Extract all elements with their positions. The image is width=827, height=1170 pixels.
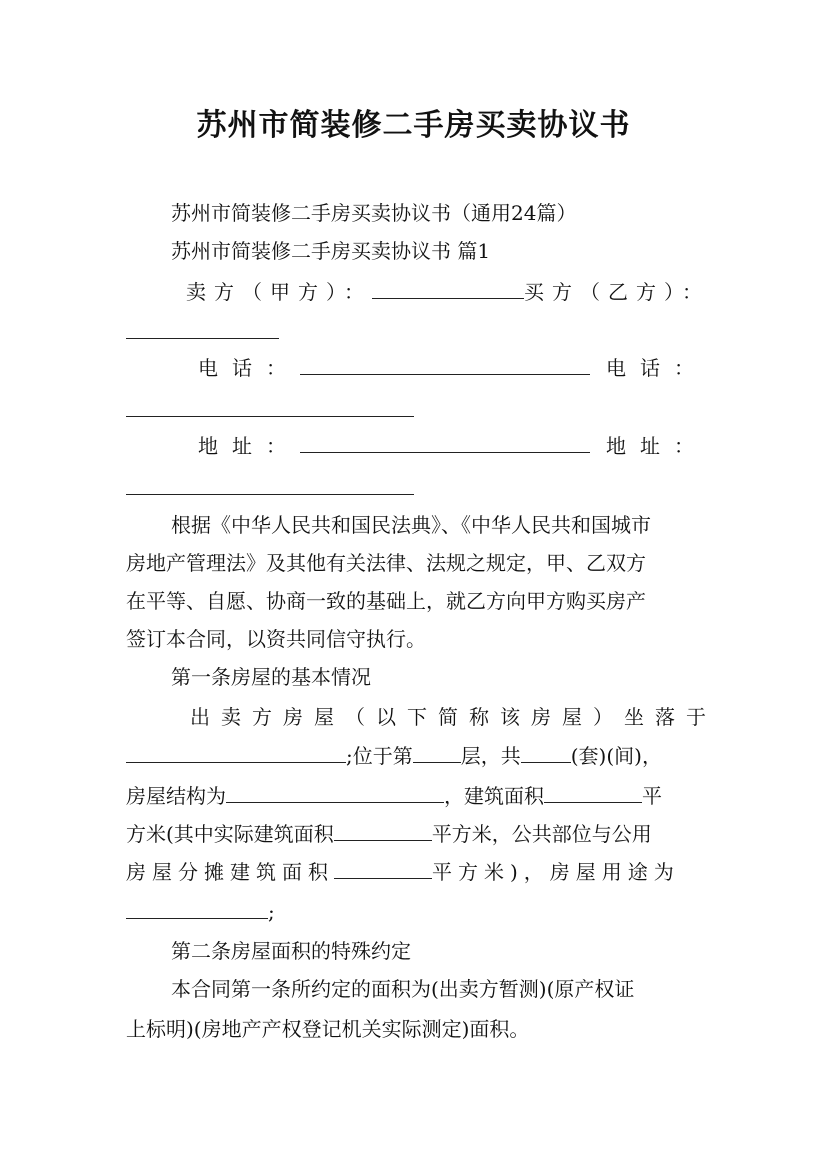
total-blank	[521, 742, 571, 763]
buyer-blank	[126, 318, 279, 339]
usage-blank	[126, 898, 268, 919]
article1-line-2	[126, 742, 706, 769]
article1-line-3	[126, 782, 706, 809]
buyer-phone-blank-line	[126, 396, 706, 423]
seller-phone-blank	[300, 354, 590, 375]
area-unit-part: 平	[642, 784, 662, 808]
total-label: 层，共	[460, 744, 521, 768]
intro-line-2: 房地产管理法》及其他有关法律、法规之规定，甲、乙双方	[126, 551, 646, 575]
shared-area-blank	[334, 858, 432, 879]
document-title: 苏州市简装修二手房买卖协议书	[196, 108, 631, 143]
address-line	[198, 432, 706, 459]
area-label: ，建筑面积	[444, 784, 544, 808]
location-blank	[126, 742, 346, 763]
structure-label: 房屋结构为	[126, 784, 226, 808]
usage-end: ;	[268, 900, 275, 924]
article1-line-5	[126, 858, 706, 885]
intro-line-1: 根据《中华人民共和国民法典》、《中华人民共和国城市	[171, 513, 651, 537]
seller-address-blank	[300, 432, 590, 453]
buyer-address-blank-line	[126, 474, 706, 501]
floor-blank	[413, 742, 461, 763]
actual-area-blank	[334, 820, 432, 841]
phone-line	[198, 354, 706, 381]
buyer-address-label: 地址：	[606, 434, 708, 458]
article1-heading: 第一条房屋的基本情况	[171, 665, 371, 689]
article2-heading: 第二条房屋面积的特殊约定	[171, 939, 411, 963]
party-line	[186, 278, 710, 305]
seller-label: 卖方（甲方）：	[186, 280, 372, 304]
actual-area-label: 方米(其中实际建筑面积	[126, 822, 334, 846]
buyer-address-blank	[126, 474, 414, 495]
buyer-blank-line	[126, 318, 706, 345]
shared-area-text: 房屋分摊建筑面积	[126, 860, 334, 884]
seller-blank	[372, 278, 524, 299]
unit-label: (套)(间)，	[570, 744, 662, 768]
buyer-label: 买方（乙方）：	[524, 280, 710, 304]
usage-label: 平方米)，房屋用途为	[432, 860, 680, 884]
article1-line-1: 出卖方房屋（以下简称该房屋）坐落于	[190, 705, 717, 729]
article2-line-1: 本合同第一条所约定的面积为(出卖方暂测)(原产权证	[171, 977, 635, 1001]
structure-blank	[226, 782, 444, 803]
area-blank	[544, 782, 642, 803]
article1-line-4	[126, 820, 706, 847]
section-heading: 苏州市简装修二手房买卖协议书 篇1	[171, 239, 491, 263]
floor-label: ;位于第	[346, 744, 413, 768]
seller-phone-label: 电话：	[198, 356, 300, 380]
subtitle: 苏州市简装修二手房买卖协议书（通用24篇）	[171, 201, 577, 225]
buyer-phone-label: 电话：	[606, 356, 708, 380]
buyer-phone-blank	[126, 396, 414, 417]
seller-address-label: 地址：	[198, 434, 300, 458]
article2-line-2: 上标明)(房地产产权登记机关实际测定)面积。	[126, 1017, 530, 1041]
article1-line-6	[126, 898, 706, 925]
intro-line-3: 在平等、自愿、协商一致的基础上，就乙方向甲方购买房产	[126, 589, 646, 613]
intro-line-4: 签订本合同，以资共同信守执行。	[126, 627, 426, 651]
shared-area-label: 平方米，公共部位与公用	[431, 822, 652, 846]
